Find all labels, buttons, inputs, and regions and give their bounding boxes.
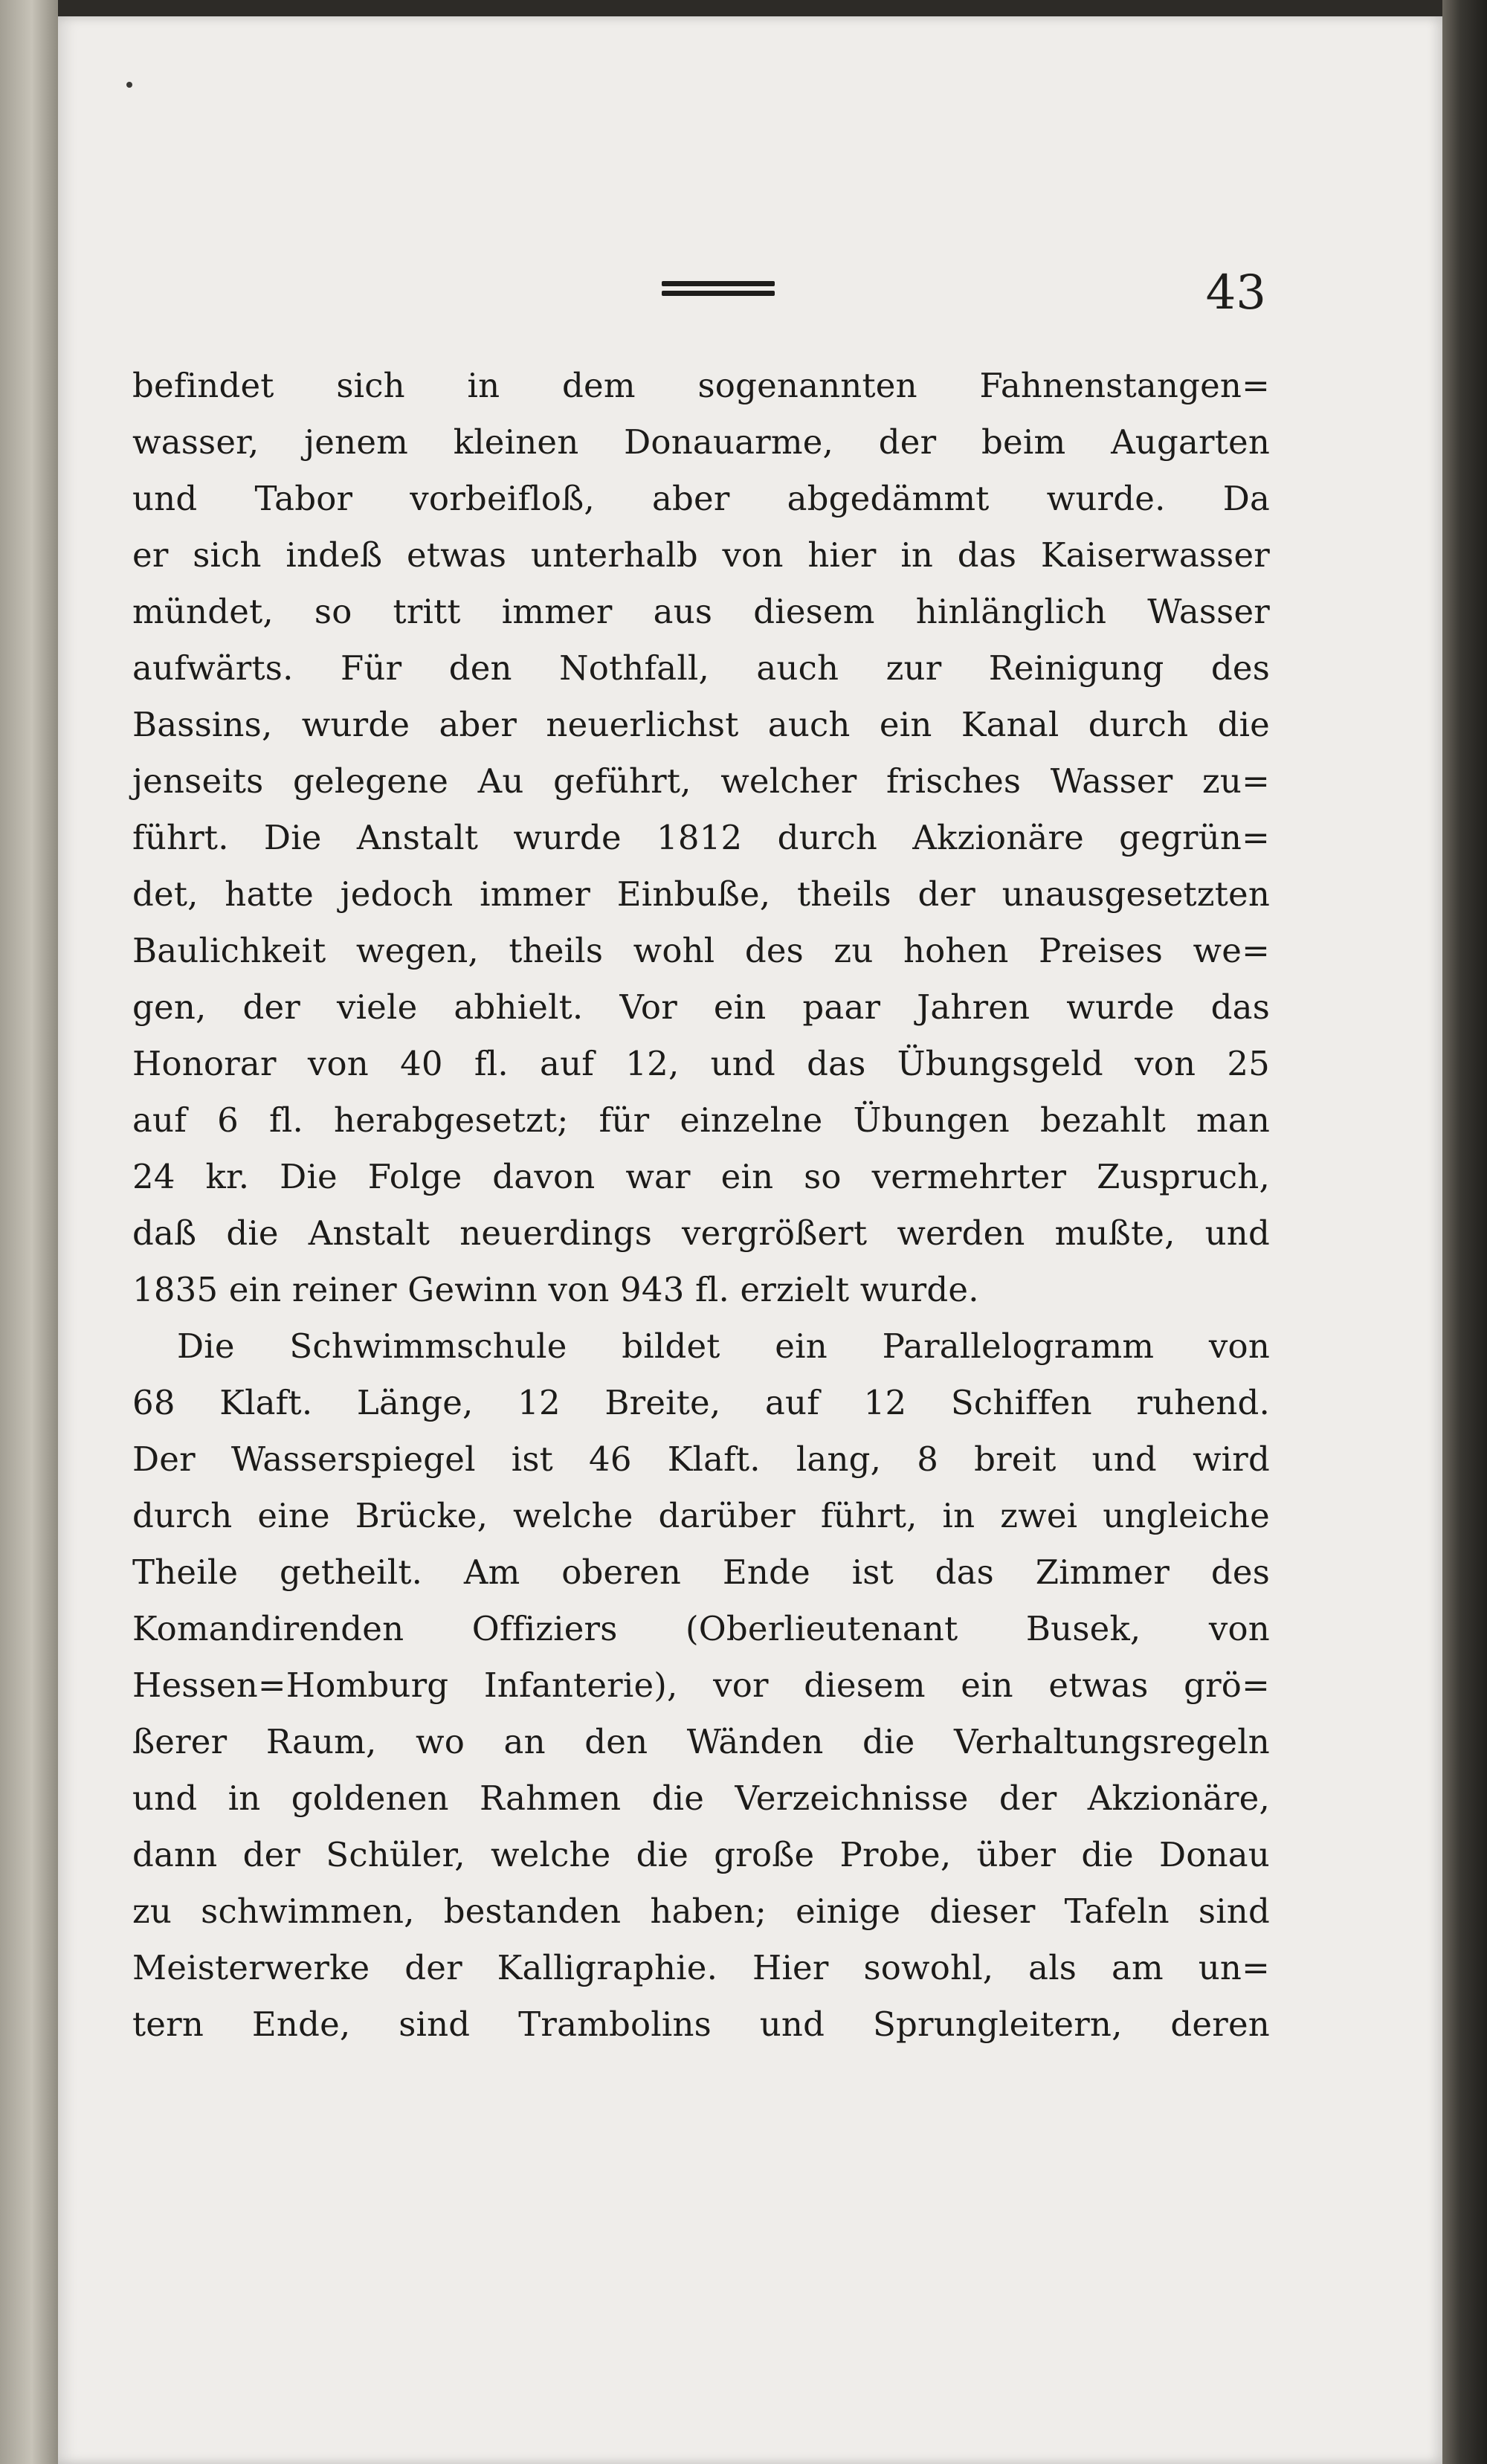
text-line: befindet sich in dem sogenannten Fahnenstangen= (132, 366, 1270, 405)
text-line: wasser, jenem kleinen Donauarme, der beim Augarten (132, 422, 1270, 462)
header-rule (662, 281, 775, 297)
text-line: 68 Klaft. Länge, 12 Breite, auf 12 Schiffen ruhend. (132, 1383, 1270, 1422)
text-line: auf 6 fl. herabgesetzt; für einzelne Übungen bezahlt man (132, 1100, 1270, 1140)
text-line: Bassins, wurde aber neuerlichst auch ein Kanal durch die (132, 705, 1270, 744)
book-right-edge (1442, 0, 1487, 2464)
header-rule-bar (662, 281, 775, 286)
text-line: Theile getheilt. Am oberen Ende ist das Zimmer des (132, 1552, 1270, 1592)
text-line: er sich indeß etwas unterhalb von hier in das Kaiserwasser (132, 535, 1270, 575)
text-line: 1835 ein reiner Gewinn von 943 fl. erzielt wurde. (132, 1270, 979, 1309)
text-line: und in goldenen Rahmen die Verzeichnisse der Akzionäre, (132, 1778, 1270, 1818)
text-line: zu schwimmen, bestanden haben; einige dieser Tafeln sind (132, 1891, 1270, 1931)
text-line: führt. Die Anstalt wurde 1812 durch Akzionäre gegrün= (132, 818, 1270, 857)
text-line: jenseits gelegene Au geführt, welcher frisches Wasser zu= (132, 761, 1270, 801)
text-line: ßerer Raum, wo an den Wänden die Verhaltungsregeln (132, 1722, 1270, 1761)
text-line: und Tabor vorbeifloß, aber abgedämmt wurde. Da (132, 479, 1270, 518)
text-line: Hessen=Homburg Infanterie), vor diesem ein etwas grö= (132, 1665, 1270, 1705)
text-line: dann der Schüler, welche die große Probe, über die Donau (132, 1835, 1270, 1874)
text-line: 24 kr. Die Folge davon war ein so vermehrter Zuspruch, (132, 1157, 1270, 1196)
text-line: mündet, so tritt immer aus diesem hinlänglich Wasser (132, 592, 1270, 631)
text-line: durch eine Brücke, welche darüber führt, in zwei ungleiche (132, 1496, 1270, 1535)
text-line: Baulichkeit wegen, theils wohl des zu hohen Preises we= (132, 931, 1270, 970)
text-line: det, hatte jedoch immer Einbuße, theils der unausgesetzten (132, 874, 1270, 914)
text-line: aufwärts. Für den Nothfall, auch zur Reinigung des (132, 648, 1270, 688)
text-line: daß die Anstalt neuerdings vergrößert werden mußte, und (132, 1213, 1270, 1253)
text-line: Honorar von 40 fl. auf 12, und das Übungsgeld von 25 (132, 1044, 1270, 1083)
body-text (132, 358, 1270, 2054)
text-line: Meisterwerke der Kalligraphie. Hier sowohl, als am un= (132, 1948, 1270, 1987)
page-number: 43 (1205, 265, 1266, 320)
text-line: Der Wasserspiegel ist 46 Klaft. lang, 8 breit und wird (132, 1439, 1270, 1479)
paper-speck (126, 82, 132, 88)
header-rule-bar (662, 291, 775, 296)
text-line: Die Schwimmschule bildet ein Parallelogramm von (177, 1326, 1270, 1366)
book-left-edge (0, 0, 58, 2464)
text-line: Komandirenden Offiziers (Oberlieutenant Busek, von (132, 1609, 1270, 1648)
text-line: gen, der viele abhielt. Vor ein paar Jahren wurde das (132, 987, 1270, 1027)
text-line: tern Ende, sind Trambolins und Sprungleitern, deren (132, 2005, 1270, 2044)
book-page (58, 16, 1442, 2464)
